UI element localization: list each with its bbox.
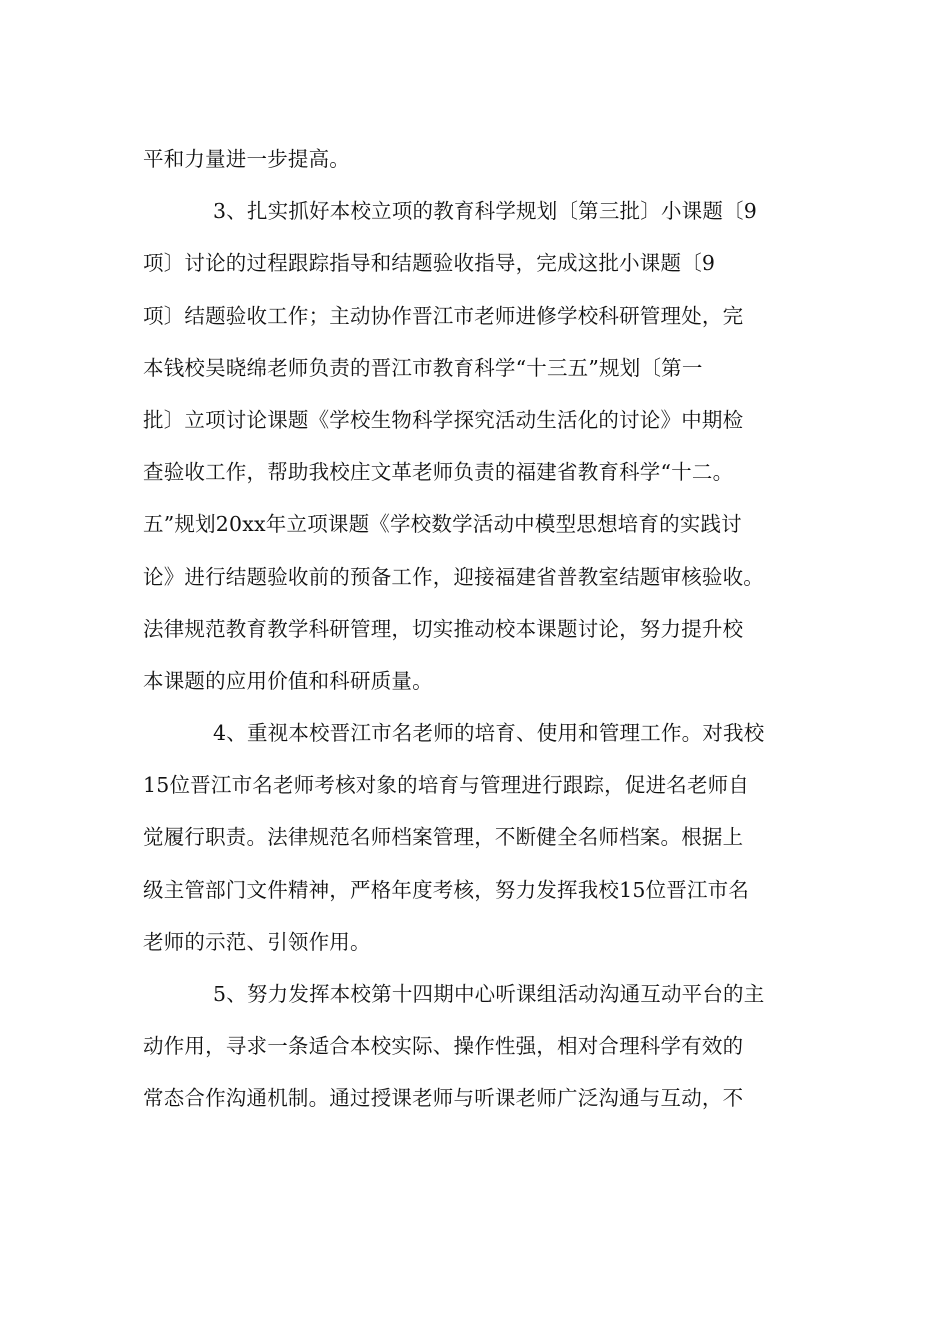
text-line: 论》进行结题验收前的预备工作，迎接福建省普教室结题审核验收。	[143, 564, 764, 589]
text-line: 本钱校吴晓绵老师负责的晋江市教育科学“十三五”规划〔第一	[143, 355, 703, 380]
text-line: 批〕立项讨论课题《学校生物科学探究活动生活化的讨论》中期检	[143, 407, 744, 432]
text-line: 项〕结题验收工作；主动协作晋江市老师进修学校科研管理处，完	[143, 303, 744, 328]
paragraph-5-first-line: 5、努力发挥本校第十四期中心听课组活动沟通互动平台的主	[213, 982, 765, 1006]
text-line: 本课题的应用价值和科研质量。	[143, 668, 433, 693]
text-line: 常态合作沟通机制。通过授课老师与听课老师广泛沟通与互动，不	[143, 1086, 744, 1111]
text-line: 查验收工作，帮助我校庄文革老师负责的福建省教育科学“十二。	[143, 460, 734, 485]
text-line: 级主管部门文件精神，严格年度考核，努力发挥我校15位晋江市名	[143, 877, 750, 902]
text-line: 法律规范教育教学科研管理，切实推动校本课题讨论，努力提升校	[143, 616, 744, 641]
paragraph-3-first-line: 3、扎实抓好本校立项的教育科学规划〔第三批〕小课题〔9	[213, 199, 757, 224]
document-body	[143, 133, 823, 1125]
paragraph-4-first-line: 4、重视本校晋江市名老师的培育、使用和管理工作。对我校	[213, 721, 765, 746]
text-line: 老师的示范、引领作用。	[143, 929, 371, 954]
text-line: 项〕讨论的过程跟踪指导和结题验收指导，完成这批小课题〔9	[143, 251, 716, 276]
text-line: 15位晋江市名老师考核对象的培育与管理进行跟踪，促进名老师自	[143, 773, 750, 798]
text-line: 五”规划20xx年立项课题《学校数学活动中模型思想培育的实践讨	[143, 512, 742, 537]
text-line: 动作用，寻求一条适合本校实际、操作性强，相对合理科学有效的	[143, 1034, 744, 1059]
text-line: 觉履行职责。法律规范名师档案管理，不断健全名师档案。根据上	[143, 825, 744, 850]
text-line: 平和力量进一步提高。	[143, 147, 350, 171]
